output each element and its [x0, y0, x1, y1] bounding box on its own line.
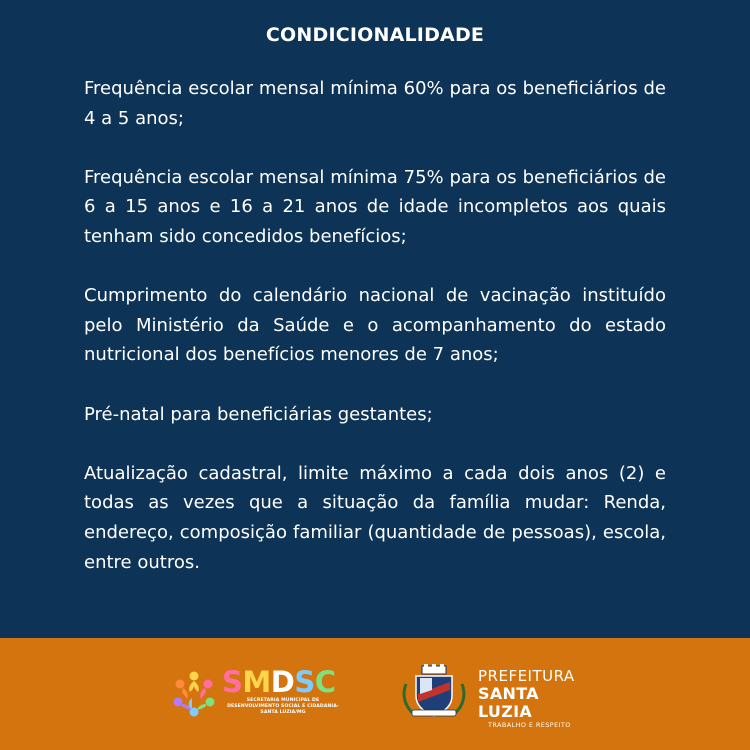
condition-paragraph: Frequência escolar mensal mínima 75% para os beneficiários de 6 a 15 anos e 16 a 21 anos de idade incompletos aos quais tenham sido concedidos benefícios;: [84, 166, 666, 247]
coat-of-arms-icon: [398, 664, 470, 722]
smdsc-subtitle: SECRETARIA MUNICIPAL DE DESENVOLVIMENTO SOCIAL E CIDADANIA-SANTA LUZIA/MG: [227, 698, 339, 715]
condition-paragraph: Frequência escolar mensal mínima 60% para os beneficiários de 4 a 5 anos;: [84, 78, 666, 129]
conditions-list: [84, 74, 666, 607]
prefeitura-label: PREFEITURA: [478, 667, 575, 685]
slogan: TRABALHO E RESPEITO: [488, 721, 571, 729]
prefeitura-logo: [398, 664, 598, 729]
people-circle-icon: [170, 668, 218, 720]
condition-paragraph: Cumprimento do calendário nacional de vacinação instituído pelo Ministério da Saúde e o acompanhamento do estado nutricional dos benefícios menores de 7 anos;: [84, 285, 666, 366]
smdsc-wordmark: SMDSC: [222, 665, 336, 699]
condition-paragraph: Pré-natal para beneficiárias gestantes;: [84, 403, 433, 425]
page-title: CONDICIONALIDADE: [265, 24, 485, 46]
condition-paragraph: Atualização cadastral, limite máximo a cada dois anos (2) e todas as vezes que a situação da família mudar: Renda, endereço, composição familiar (quantidade de pessoas), escola, entre outros.: [84, 462, 666, 573]
footer-bar: [0, 638, 750, 750]
city-name: SANTA LUZIA: [478, 684, 539, 721]
smdsc-logo: [170, 666, 345, 722]
